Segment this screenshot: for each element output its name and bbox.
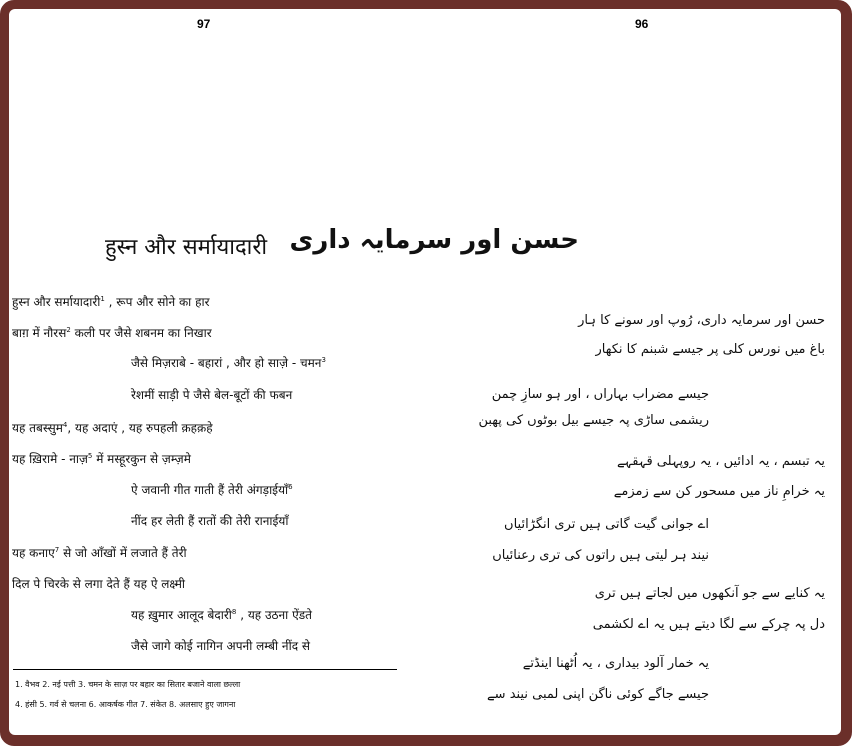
hindi-line: बाग़ में नौरस$^2$ कली पर जैसे शबनम का निखार	[12, 326, 212, 340]
book-spread	[9, 9, 841, 735]
hindi-line: जैसे जागे कोई नागिन अपनी लम्बी नींद से	[131, 639, 310, 653]
hindi-line: हुस्न और सर्मायादारी$^1$ , रूप और सोने का हार	[12, 295, 210, 309]
urdu-line: یہ خمار آلود بیداری ، یہ اُٹھنا اینڈتے	[522, 656, 709, 671]
hindi-line: ऐ जवानी गीत गाती हैं तेरी अंगड़ाईयाँ$^6$	[131, 483, 293, 497]
footnote-line: 4. हंसी 5. गर्व से चलना 6. आकर्षक गीत 7. संकेत 8. अलसाए हुए जागना	[15, 700, 236, 709]
urdu-poem-title: حسن اور سرمایہ داری	[289, 225, 579, 255]
hindi-poem-title: हुस्न और सर्मायादारी	[105, 235, 268, 260]
hindi-line: यह कनाए$^7$ से जो आँखों में लजाते हैं तेरी	[12, 546, 187, 560]
hindi-poem	[9, 9, 419, 735]
hindi-line: यह ख़िरामे - नाज़$^5$ में मस्हूरकुन से ज़म्ज़मे	[12, 452, 191, 466]
hindi-line: जैसे मिज़राबे - बहारां , और हो साज़े - चमन$^3$	[131, 356, 326, 370]
page-number-right: 96	[635, 17, 649, 31]
urdu-line: یہ خرامِ ناز میں مسحور کن سے زمزمے	[613, 484, 825, 499]
urdu-line: نیند ہر لیتی ہیں راتوں کی تری رعنائیاں	[492, 548, 709, 563]
urdu-line: ریشمی ساڑی پہ جیسے بیل بوٹوں کی پھبن	[478, 413, 709, 428]
page-number-left: 97	[197, 17, 211, 31]
hindi-line: दिल पे चिरके से लगा देते हैं यह ऐ लक्ष्मी	[12, 577, 186, 591]
hindi-line: रेशमीं साड़ी पे जैसे बेल-बूटों की फबन	[131, 388, 293, 402]
urdu-line: اے جوانی گیت گاتی ہیں تری انگڑائیاں	[504, 517, 709, 532]
hindi-line: नींद हर लेती हैं रातों की तेरी रानाईयाँ	[131, 514, 289, 528]
urdu-line: دل پہ چرکے سے لگا دیتے ہیں یہ اے لکشمی	[592, 617, 825, 632]
footnote-line: 1. वैभव 2. नई पत्ती 3. चमन के साज़ पर बहार का सितार बजाने वाला छल्ला	[15, 680, 241, 689]
urdu-line: جیسے مضراب بہاراں ، اور ہو سازِ چمن	[491, 387, 709, 402]
urdu-line: حسن اور سرمایہ داری، رُوپ اور سونے کا ہار	[578, 313, 825, 328]
urdu-line: باغ میں نورس کلی پر جیسے شبنم کا نکھار	[595, 342, 825, 357]
urdu-line: یہ کنایے سے جو آنکھوں میں لجاتے ہیں تری	[594, 586, 825, 601]
footnote-divider	[13, 669, 397, 670]
urdu-line: جیسے جاگے کوئی ناگن اپنی لمبی نیند سے	[487, 687, 709, 702]
hindi-line: यह ख़ुमार आलूद बेदारी$^8$ , यह उठना ऐंडते	[131, 608, 312, 622]
hindi-line: यह तबस्सुम$^4$, यह अदाएं , यह रुपहली क़हक़हे	[12, 421, 213, 435]
urdu-line: یہ تبسم ، یہ ادائیں ، یہ روپہلی قہقہے	[617, 454, 825, 469]
